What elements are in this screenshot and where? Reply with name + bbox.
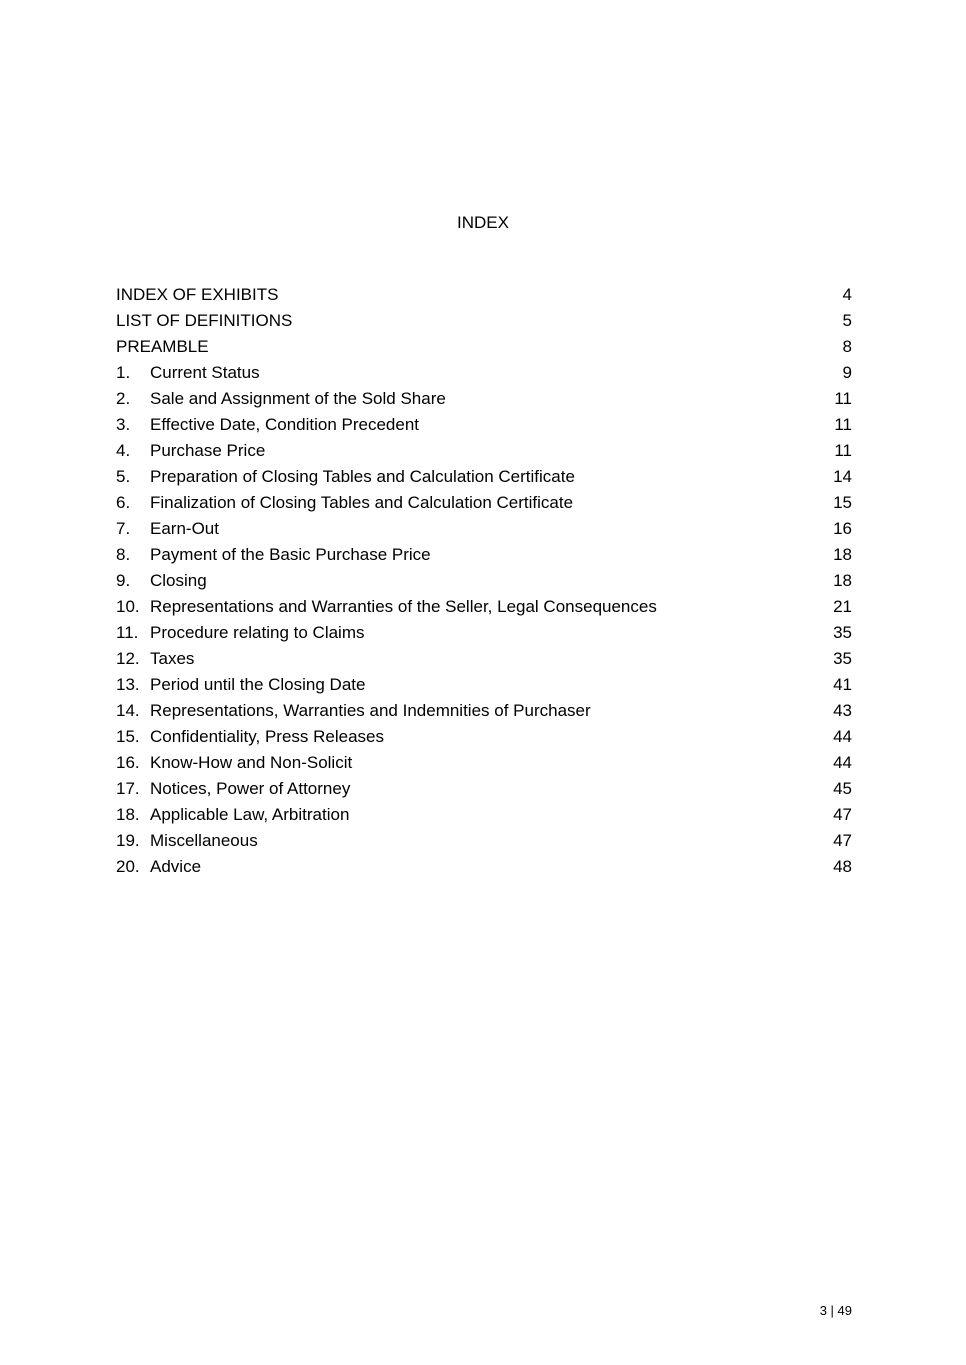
- toc-entry-label: Effective Date, Condition Precedent: [150, 415, 420, 434]
- toc-entry-number: 7.: [116, 519, 131, 538]
- toc-entry-number: 14.: [116, 701, 140, 720]
- toc-entry-number: 18.: [116, 805, 140, 824]
- page-title: INDEX: [457, 213, 509, 232]
- toc-entry-number: 9.: [116, 571, 131, 590]
- toc-entry-number: 2.: [116, 389, 131, 408]
- toc-entry[interactable]: [116, 282, 852, 308]
- toc-entry[interactable]: [116, 386, 852, 412]
- toc-entry-number: 19.: [116, 831, 140, 850]
- toc-entry-label: PREAMBLE: [116, 337, 209, 356]
- toc-entry-number: 20.: [116, 857, 140, 876]
- toc-entry-page: 43: [833, 698, 852, 724]
- toc-entry-label: Earn-Out: [150, 519, 219, 538]
- toc-entry-page: 35: [833, 620, 852, 646]
- toc-entry-page: 44: [833, 750, 852, 776]
- toc-entry-label: Sale and Assignment of the Sold Share: [150, 389, 446, 408]
- toc-entry-page: 15: [833, 490, 852, 516]
- toc-entry-page: 41: [833, 672, 852, 698]
- toc-entry-label: Procedure relating to Claims: [150, 623, 365, 642]
- toc-entry-label: Payment of the Basic Purchase Price: [150, 545, 431, 564]
- toc-entry-label: Current Status: [150, 363, 260, 382]
- toc-entry-label: Taxes: [150, 649, 195, 668]
- toc-entry-label: Confidentiality, Press Releases: [150, 727, 385, 746]
- toc-entry-page: 5: [843, 308, 852, 334]
- toc-entry-number: 6.: [116, 493, 131, 512]
- toc-entry-number: 8.: [116, 545, 131, 564]
- toc-entry[interactable]: [116, 620, 852, 646]
- toc-entry[interactable]: [116, 334, 852, 360]
- toc-entry-page: 4: [843, 282, 852, 308]
- toc-entry[interactable]: [116, 828, 852, 854]
- toc-entry[interactable]: [116, 568, 852, 594]
- toc-entry-page: 16: [833, 516, 852, 542]
- toc-entry-page: 11: [834, 386, 852, 412]
- toc-entry-page: 21: [833, 594, 852, 620]
- toc-entry[interactable]: [116, 750, 852, 776]
- toc-entry[interactable]: [116, 724, 852, 750]
- toc-entry-label: Preparation of Closing Tables and Calculation Certificate: [150, 467, 575, 486]
- toc-entry-number: 16.: [116, 753, 140, 772]
- toc-entry-page: 47: [833, 828, 852, 854]
- toc-entry[interactable]: [116, 594, 852, 620]
- toc-entry-label: Advice: [150, 857, 202, 876]
- toc-entry-page: 45: [833, 776, 852, 802]
- toc-entry-page: 9: [843, 360, 852, 386]
- toc-entry-label: Period until the Closing Date: [150, 675, 366, 694]
- toc-entry[interactable]: [116, 360, 852, 386]
- toc-entry[interactable]: [116, 698, 852, 724]
- toc-entry-number: 15.: [116, 727, 140, 746]
- toc-entry[interactable]: [116, 308, 852, 334]
- toc-entry-page: 11: [834, 412, 852, 438]
- toc-entry[interactable]: [116, 646, 852, 672]
- toc-entry-page: 35: [833, 646, 852, 672]
- toc-entry-label: Miscellaneous: [150, 831, 258, 850]
- toc-entry-label: Representations and Warranties of the Seller, Legal Consequences: [150, 597, 657, 616]
- toc-entry-number: 13.: [116, 675, 140, 694]
- toc-entry-label: Finalization of Closing Tables and Calculation Certificate: [150, 493, 574, 512]
- toc-entry[interactable]: [116, 776, 852, 802]
- toc-entry-label: LIST OF DEFINITIONS: [116, 311, 293, 330]
- toc-entry-page: 8: [843, 334, 852, 360]
- toc-entry-label: Purchase Price: [150, 441, 266, 460]
- toc-entry-number: 10.: [116, 597, 140, 616]
- toc-entry[interactable]: [116, 672, 852, 698]
- toc-entry-number: 5.: [116, 467, 131, 486]
- page-number: 3 | 49: [819, 1303, 852, 1318]
- toc-entry-label: Representations, Warranties and Indemnities of Purchaser: [150, 701, 591, 720]
- toc-entry-label: INDEX OF EXHIBITS: [116, 285, 279, 304]
- toc-entry[interactable]: [116, 412, 852, 438]
- toc-entry-page: 14: [833, 464, 852, 490]
- toc-entry-page: 48: [833, 854, 852, 880]
- toc-entry[interactable]: [116, 490, 852, 516]
- toc-entry-number: 4.: [116, 441, 131, 460]
- toc-entry[interactable]: [116, 854, 852, 880]
- toc-entry-label: Know-How and Non-Solicit: [150, 753, 353, 772]
- toc-entry-page: 11: [834, 438, 852, 464]
- toc-entry[interactable]: [116, 542, 852, 568]
- table-of-contents: [116, 282, 852, 880]
- toc-entry-number: 12.: [116, 649, 140, 668]
- toc-entry-page: 47: [833, 802, 852, 828]
- toc-entry-page: 18: [833, 568, 852, 594]
- toc-entry-number: 17.: [116, 779, 140, 798]
- toc-entry[interactable]: [116, 802, 852, 828]
- toc-entry-label: Applicable Law, Arbitration: [150, 805, 350, 824]
- toc-entry[interactable]: [116, 438, 852, 464]
- toc-entry-number: 11.: [116, 623, 139, 642]
- toc-entry-number: 3.: [116, 415, 131, 434]
- toc-entry-number: 1.: [116, 363, 131, 382]
- toc-entry[interactable]: [116, 464, 852, 490]
- toc-entry-label: Closing: [150, 571, 207, 590]
- toc-entry-label: Notices, Power of Attorney: [150, 779, 351, 798]
- toc-entry-page: 44: [833, 724, 852, 750]
- toc-entry[interactable]: [116, 516, 852, 542]
- toc-entry-page: 18: [833, 542, 852, 568]
